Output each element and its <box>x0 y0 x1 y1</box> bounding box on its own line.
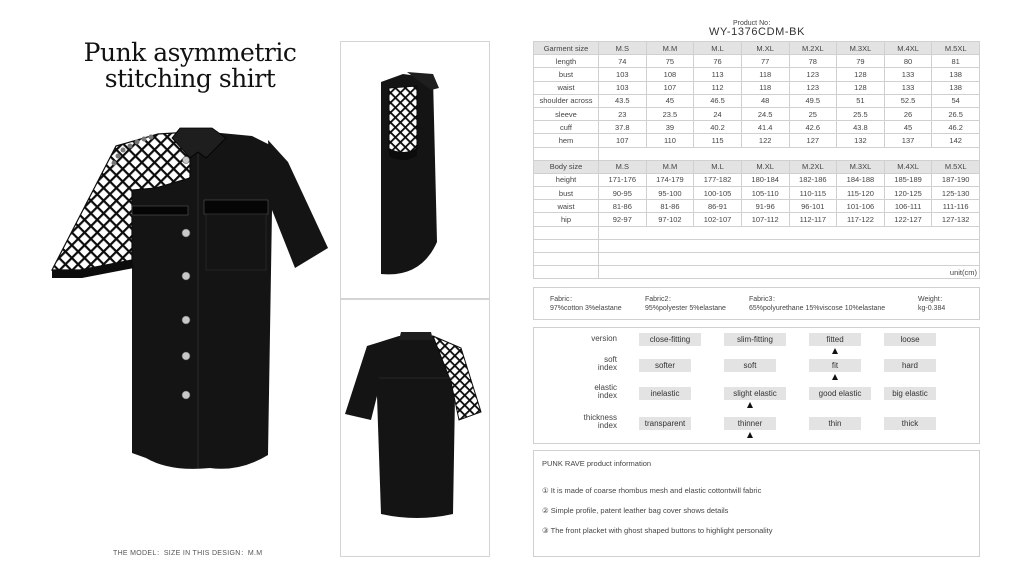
table-cell: 42.6 <box>789 121 837 134</box>
elastic-option-inelastic: inelastic <box>639 387 691 400</box>
table-cell: 182-186 <box>789 173 837 186</box>
row-label: hip <box>534 213 599 226</box>
table-cell: 74 <box>599 55 647 68</box>
table-cell: 112 <box>694 81 742 94</box>
table-cell: 118 <box>741 81 789 94</box>
table-cell: 43.8 <box>837 121 885 134</box>
row-label: bust <box>534 68 599 81</box>
empty-row <box>534 226 980 239</box>
table-cell: 110 <box>646 134 694 147</box>
soft-option-fit: fit <box>809 359 861 372</box>
triangle-marker-icon <box>832 348 838 354</box>
fabric-2-value: 95%polyester 5%elastane <box>645 305 726 312</box>
unit-row <box>534 266 980 279</box>
table-cell: 185-189 <box>884 173 932 186</box>
table-cell: 106-111 <box>884 200 932 213</box>
thickness-option-thinner: thinner <box>724 417 776 430</box>
table-row <box>534 134 980 147</box>
table-cell: 127-132 <box>932 213 980 226</box>
table-cell: 45 <box>884 121 932 134</box>
soft-option-hard: hard <box>884 359 936 372</box>
table-cell: 23.5 <box>646 107 694 120</box>
table-cell: 122 <box>741 134 789 147</box>
elastic-label-line1: elastic <box>594 383 617 392</box>
elastic-index-label <box>594 384 617 400</box>
product-title <box>80 40 300 92</box>
table-cell: 48 <box>741 94 789 107</box>
product-number: WY-1376CDM-BK <box>709 26 806 38</box>
version-option-close-fitting: close-fitting <box>639 333 701 346</box>
side-view-panel <box>340 41 490 299</box>
empty-cell <box>534 226 599 239</box>
table-cell: 52.5 <box>884 94 932 107</box>
title-line-2: stitching shirt <box>104 64 276 93</box>
soft-index-label <box>598 356 617 372</box>
elastic-option-slight-elastic: slight elastic <box>724 387 786 400</box>
thickness-label-line1: thickness <box>583 413 617 422</box>
shirt-side-image <box>341 42 489 298</box>
info-item-1: ① It is made of coarse rhombus mesh and elastic cottontwill fabric <box>542 486 762 495</box>
table-row <box>534 187 980 200</box>
table-cell: 45 <box>646 94 694 107</box>
table-cell: 122-127 <box>884 213 932 226</box>
table-cell: 142 <box>932 134 980 147</box>
table-cell: 40.2 <box>694 121 742 134</box>
table-cell: 137 <box>884 134 932 147</box>
table-cell: 138 <box>932 81 980 94</box>
row-label: shoulder across <box>534 94 599 107</box>
thickness-option-transparent: transparent <box>639 417 691 430</box>
row-label: hem <box>534 134 599 147</box>
table-row <box>534 121 980 134</box>
version-option-slim-fitting: slim-fitting <box>724 333 786 346</box>
table-cell: 133 <box>884 81 932 94</box>
table-cell: 39 <box>646 121 694 134</box>
size-header: M.L <box>694 42 742 55</box>
size-header: M.3XL <box>837 42 885 55</box>
table-cell: 180-184 <box>741 173 789 186</box>
table-cell: 115-120 <box>837 187 885 200</box>
thickness-index-label <box>584 414 617 430</box>
row-label: sleeve <box>534 107 599 120</box>
table-cell: 120-125 <box>884 187 932 200</box>
soft-label-line2: index <box>597 363 617 372</box>
fabric-1-label: Fabric： <box>550 296 577 303</box>
size-table <box>533 41 980 279</box>
size-header: M.2XL <box>789 42 837 55</box>
table-cell: 76 <box>694 55 742 68</box>
table-cell: 95-100 <box>646 187 694 200</box>
table-cell: 97-102 <box>646 213 694 226</box>
version-option-fitted: fitted <box>809 333 861 346</box>
unit-label: unit(cm) <box>599 266 980 279</box>
size-header: M.S <box>599 42 647 55</box>
fabric-info-box <box>533 287 980 320</box>
fabric-1 <box>550 295 622 313</box>
empty-cell <box>534 239 599 252</box>
table-cell: 24.5 <box>741 107 789 120</box>
table-cell: 26 <box>884 107 932 120</box>
table-cell: 81 <box>932 55 980 68</box>
thickness-option-thick: thick <box>884 417 936 430</box>
empty-cell <box>599 147 980 160</box>
row-label: height <box>534 173 599 186</box>
table-cell: 112-117 <box>789 213 837 226</box>
size-header: M.XL <box>741 42 789 55</box>
weight-value: kg-0.384 <box>918 305 946 312</box>
triangle-marker-icon <box>832 374 838 380</box>
table-cell: 132 <box>837 134 885 147</box>
product-number-label: Product No： <box>733 20 776 27</box>
size-header: M.XL <box>741 160 789 173</box>
table-cell: 41.4 <box>741 121 789 134</box>
row-label: waist <box>534 200 599 213</box>
weight-label: Weight： <box>918 296 947 303</box>
table-row <box>534 94 980 107</box>
info-item-2: ② Simple profile, patent leather bag cover shows details <box>542 506 729 515</box>
thickness-label-line2: index <box>597 421 617 430</box>
table-cell: 102-107 <box>694 213 742 226</box>
table-cell: 24 <box>694 107 742 120</box>
garment_table-header-row <box>534 42 980 55</box>
table-cell: 187-190 <box>932 173 980 186</box>
table-cell: 123 <box>789 68 837 81</box>
table-cell: 25.5 <box>837 107 885 120</box>
shirt-back-image <box>341 300 489 556</box>
size-header: M.5XL <box>932 42 980 55</box>
table-cell: 177-182 <box>694 173 742 186</box>
table-cell: 171-176 <box>599 173 647 186</box>
table-cell: 43.5 <box>599 94 647 107</box>
table-cell: 54 <box>932 94 980 107</box>
size-header: M.S <box>599 160 647 173</box>
garment_table-header: Garment size <box>534 42 599 55</box>
soft-option-soft: soft <box>724 359 776 372</box>
soft-label-line1: soft <box>604 355 617 364</box>
back-view-panel <box>340 299 490 557</box>
elastic-option-big-elastic: big elastic <box>884 387 936 400</box>
table-cell: 77 <box>741 55 789 68</box>
table-cell: 184-188 <box>837 173 885 186</box>
elastic-option-good-elastic: good elastic <box>809 387 871 400</box>
table-cell: 96-101 <box>789 200 837 213</box>
table-cell: 51 <box>837 94 885 107</box>
table-cell: 37.8 <box>599 121 647 134</box>
row-label: bust <box>534 187 599 200</box>
size-header: M.M <box>646 42 694 55</box>
table-cell: 107-112 <box>741 213 789 226</box>
table-cell: 111-116 <box>932 200 980 213</box>
table-cell: 90-95 <box>599 187 647 200</box>
empty-cell <box>534 266 599 279</box>
table-cell: 103 <box>599 81 647 94</box>
empty-row <box>534 253 980 266</box>
table-cell: 125-130 <box>932 187 980 200</box>
table-row <box>534 200 980 213</box>
empty-cell <box>534 147 599 160</box>
table-row <box>534 81 980 94</box>
table-cell: 81-86 <box>646 200 694 213</box>
triangle-marker-icon <box>747 432 753 438</box>
table-cell: 92-97 <box>599 213 647 226</box>
table-cell: 86-91 <box>694 200 742 213</box>
table-cell: 23 <box>599 107 647 120</box>
size-header: M.5XL <box>932 160 980 173</box>
fabric-1-value: 97%cotton 3%elastane <box>550 305 622 312</box>
table-row <box>534 173 980 186</box>
table-cell: 103 <box>599 68 647 81</box>
table-cell: 128 <box>837 68 885 81</box>
fabric-3-value: 65%polyurethane 15%viscose 10%elastane <box>749 305 886 312</box>
size-header: M.4XL <box>884 42 932 55</box>
fabric-2 <box>645 295 726 313</box>
table-cell: 105-110 <box>741 187 789 200</box>
table-row <box>534 213 980 226</box>
table-cell: 138 <box>932 68 980 81</box>
table-cell: 100-105 <box>694 187 742 200</box>
empty-row <box>534 239 980 252</box>
table-cell: 80 <box>884 55 932 68</box>
table-cell: 79 <box>837 55 885 68</box>
table-cell: 174-179 <box>646 173 694 186</box>
size-header: M.L <box>694 160 742 173</box>
table-row <box>534 68 980 81</box>
table-cell: 128 <box>837 81 885 94</box>
version-option-loose: loose <box>884 333 936 346</box>
table-cell: 46.2 <box>932 121 980 134</box>
size-header: M.3XL <box>837 160 885 173</box>
row-label: waist <box>534 81 599 94</box>
table-cell: 78 <box>789 55 837 68</box>
row-label: cuff <box>534 121 599 134</box>
fabric-2-label: Fabric2： <box>645 296 676 303</box>
thickness-option-thin: thin <box>809 417 861 430</box>
title-line-1: Punk asymmetric <box>83 38 297 67</box>
table-cell: 25 <box>789 107 837 120</box>
info-title: PUNK RAVE product information <box>542 459 652 468</box>
table-cell: 123 <box>789 81 837 94</box>
table-cell: 26.5 <box>932 107 980 120</box>
table-cell: 75 <box>646 55 694 68</box>
table-cell: 127 <box>789 134 837 147</box>
table-row <box>534 107 980 120</box>
soft-option-softer: softer <box>639 359 691 372</box>
weight <box>918 295 947 313</box>
table-cell: 108 <box>646 68 694 81</box>
table-cell: 107 <box>646 81 694 94</box>
empty-cell <box>599 226 980 239</box>
table-cell: 91-96 <box>741 200 789 213</box>
table-cell: 110-115 <box>789 187 837 200</box>
size-header: M.2XL <box>789 160 837 173</box>
row-label: length <box>534 55 599 68</box>
table-cell: 46.5 <box>694 94 742 107</box>
empty-cell <box>534 253 599 266</box>
shirt-front-image <box>40 110 340 490</box>
table-cell: 49.5 <box>789 94 837 107</box>
table-cell: 101-106 <box>837 200 885 213</box>
table-cell: 81-86 <box>599 200 647 213</box>
table-cell: 118 <box>741 68 789 81</box>
empty-row <box>534 147 980 160</box>
empty-cell <box>599 253 980 266</box>
fabric-3 <box>749 295 885 313</box>
table-cell: 133 <box>884 68 932 81</box>
product-info-box <box>533 450 980 557</box>
fit-attributes-box <box>533 327 980 444</box>
size-header: M.M <box>646 160 694 173</box>
fabric-3-label: Fabric3： <box>749 296 780 303</box>
version-label: version <box>591 334 617 343</box>
size-header: M.4XL <box>884 160 932 173</box>
table-cell: 107 <box>599 134 647 147</box>
table-cell: 117-122 <box>837 213 885 226</box>
table-cell: 115 <box>694 134 742 147</box>
body_table-header: Body size <box>534 160 599 173</box>
triangle-marker-icon <box>747 402 753 408</box>
info-item-3: ③ The front placket with ghost shaped buttons to highlight personality <box>542 526 773 535</box>
model-size-note: THE MODEL：SIZE IN THIS DESIGN：M.M <box>113 550 263 557</box>
empty-cell <box>599 239 980 252</box>
table-row <box>534 55 980 68</box>
body_table-header-row <box>534 160 980 173</box>
elastic-label-line2: index <box>597 391 617 400</box>
table-cell: 113 <box>694 68 742 81</box>
